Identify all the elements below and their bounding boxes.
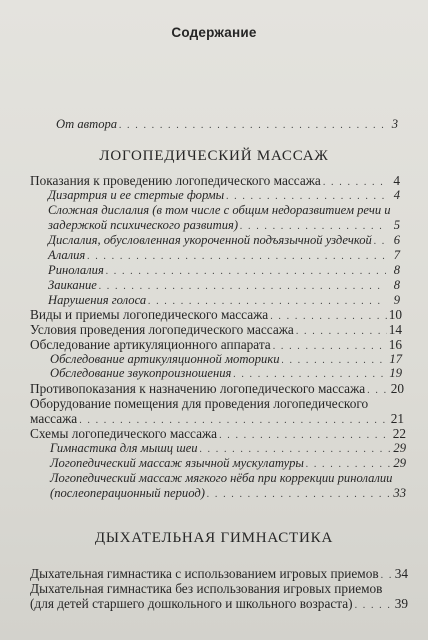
page-title: Содержание [171, 25, 257, 40]
toc-entry-text: Оборудование помещения для проведения логопедического [30, 396, 369, 411]
toc-page-number: 21 [390, 411, 404, 426]
toc-entry-text: От автора [56, 117, 118, 131]
toc-page-number: 19 [389, 366, 402, 380]
toc-entry [50, 441, 406, 457]
toc-page-number: 7 [393, 248, 400, 262]
toc-page-number: 34 [394, 566, 408, 581]
toc-entry [48, 218, 400, 234]
toc-dot-leader [306, 457, 392, 472]
toc-dot-leader [200, 442, 392, 457]
toc-entry [50, 456, 406, 472]
toc-entry-text: массажа [30, 411, 78, 426]
toc-entry-text: Дизартрия и ее стертые формы [48, 188, 225, 202]
toc-dot-leader [240, 219, 386, 234]
toc-entry-text: Обследование артикуляционного аппарата [30, 337, 271, 352]
toc-entry-text: Дыхательная гимнастика с использованием игровых приемов [30, 566, 379, 581]
toc-page-number: 4 [393, 188, 400, 202]
toc-entry-text: Обследование звукопроизношения [50, 366, 232, 380]
toc-page-number: 29 [393, 441, 406, 455]
toc-page-number: 29 [393, 456, 406, 470]
toc-dot-leader [233, 367, 387, 382]
toc-entry [30, 596, 408, 613]
section-heading-breathing: ДЫХАТЕЛЬНАЯ ГИМНАСТИКА [94, 530, 334, 546]
section-heading-massage: ЛОГОПЕДИЧЕСКИЙ МАССАЖ [99, 148, 329, 164]
toc-page-number: 22 [392, 426, 406, 441]
toc-entry-text: Схемы логопедического массажа [30, 426, 218, 441]
toc-dot-leader [367, 383, 389, 398]
toc-page-number: 9 [393, 293, 400, 307]
toc-entry-text: Логопедический массаж язычной мускулатуры [50, 456, 304, 470]
toc-dot-leader [374, 234, 386, 249]
toc-entry-text: Условия проведения логопедического массажа [30, 322, 294, 337]
toc-page-number: 10 [388, 307, 402, 322]
toc-entry-text: Дыхательная гимнастика без использования игровых приемов [30, 581, 383, 596]
toc-entry [48, 233, 400, 249]
toc-page-number: 14 [388, 322, 402, 337]
toc-entry-text: Противопоказания к назначению логопедического массажа [30, 381, 366, 396]
toc-entry-text: Нарушения голоса [48, 293, 147, 307]
toc-entry-text: Дислалия, обусловленная укороченной подъязычной уздечкой [48, 233, 372, 247]
toc-page-number: 33 [393, 486, 406, 500]
toc-entry [50, 486, 406, 502]
toc-entry-text: задержкой психического развития) [48, 218, 239, 232]
toc-entry-text: (послеоперационный период) [50, 486, 205, 500]
toc-page-number: 8 [393, 278, 400, 292]
toc-entry-intro [56, 117, 398, 133]
toc-entry [50, 366, 402, 382]
toc-dot-leader [119, 118, 384, 133]
toc-dot-leader [106, 264, 386, 279]
toc-entry [48, 278, 400, 294]
toc-entry-text: Показания к проведению логопедического массажа [30, 173, 321, 188]
toc-entry-text: Виды и приемы логопедического массажа [30, 307, 269, 322]
toc-page-number: 3 [391, 117, 398, 131]
toc-entry-text: Логопедический массаж мягкого нёба при коррекции ринолалии [50, 471, 393, 485]
toc-page-number: 6 [393, 233, 400, 247]
toc-dot-leader [87, 249, 386, 264]
toc-page-number: 39 [394, 596, 408, 611]
toc-dot-leader [381, 568, 393, 583]
toc-entry-text: Заикание [48, 278, 97, 292]
toc-entry-text: Ринолалия [48, 263, 104, 277]
toc-entry-text: (для детей старшего дошкольного и школьного возраста) [30, 596, 353, 611]
toc-page-number: 4 [393, 173, 400, 188]
toc-entry-text: Гимнастика для мышц шеи [50, 441, 198, 455]
toc-entry-text: Алалия [48, 248, 86, 262]
toc-entry-text: Сложная дислалия (в том числе с общим недоразвитием речи и [48, 203, 391, 217]
toc-page-number: 17 [389, 352, 402, 366]
toc-dot-leader [99, 279, 386, 294]
toc-entry-text: Обследование артикуляционной моторики [50, 352, 280, 366]
toc-page-number: 20 [390, 381, 404, 396]
toc-entry [48, 248, 400, 264]
toc-dot-leader [355, 598, 393, 613]
toc-page-number: 8 [393, 263, 400, 277]
toc-entry [48, 263, 400, 279]
toc-page-number: 5 [393, 218, 400, 232]
toc-dot-leader [226, 189, 386, 204]
toc-page-number: 16 [388, 337, 402, 352]
toc-entry [48, 188, 400, 204]
toc-dot-leader [207, 487, 391, 502]
